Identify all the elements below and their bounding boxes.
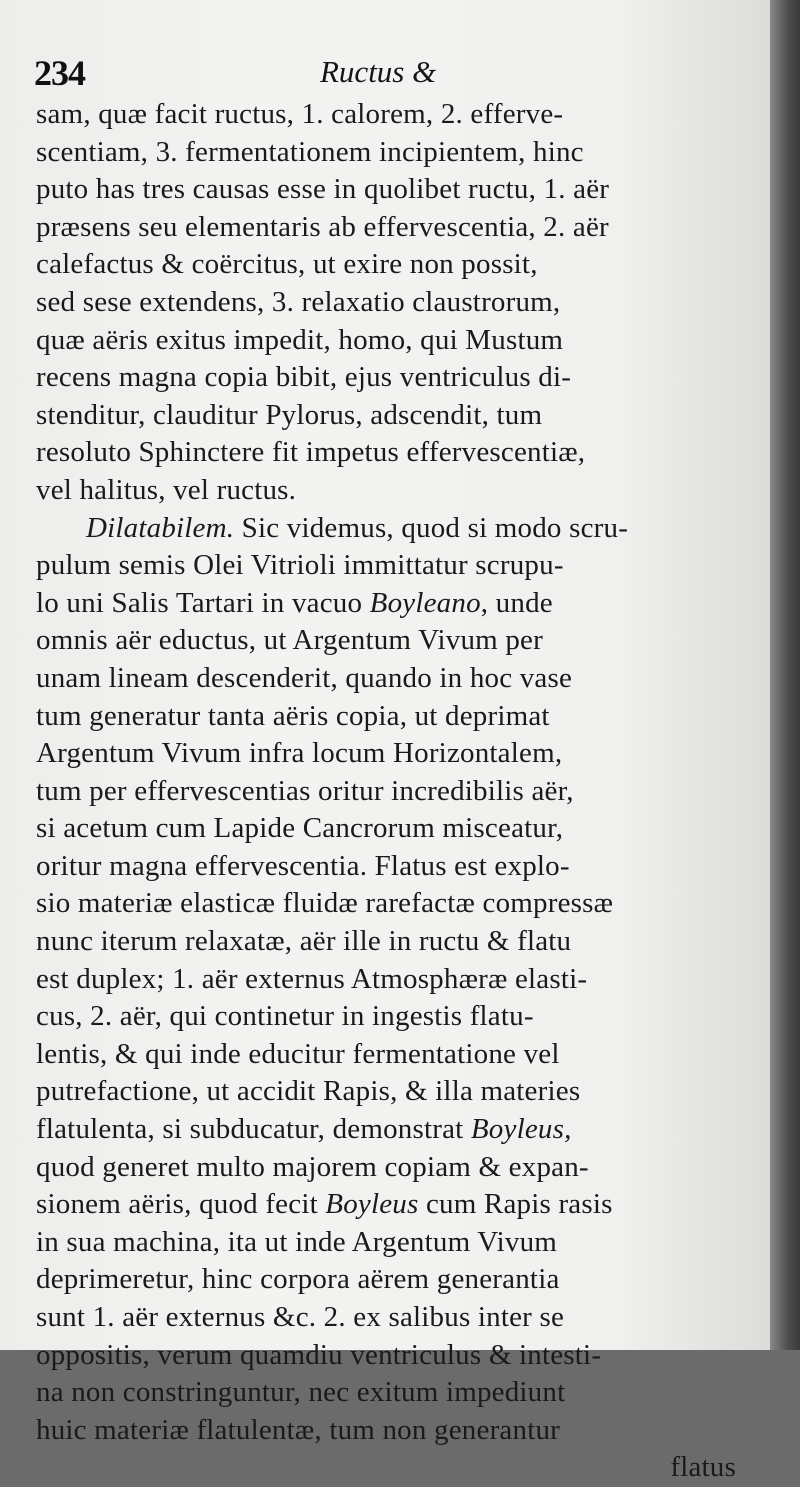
text-line: oritur magna effervescentia. Flatus est explo- [36, 849, 570, 882]
text-line: unam lineam descenderit, quando in hoc vase [36, 661, 573, 694]
text-line: præsens seu elementaris ab effervescentia, 2. aër [36, 210, 609, 243]
text-line: quod generet multo majorem copiam & expan- [36, 1150, 589, 1183]
text-line: omnis aër eductus, ut Argentum Vivum per [36, 624, 543, 657]
text-fragment: , unde [480, 586, 553, 619]
italic-term: Boyleus [325, 1188, 419, 1221]
text-line: sed sese extendens, 3. relaxatio claustrorum, [36, 285, 561, 318]
text-line: in sua machina, ita ut inde Argentum Vivum [36, 1225, 558, 1258]
text-line [36, 510, 770, 548]
text-line: putrefactione, ut accidit Rapis, & illa materies [36, 1075, 581, 1108]
text-line: huic materiæ flatulentæ, tum non generantur [36, 1413, 561, 1446]
text-line: scentiam, 3. fermentationem incipientem, hinc [36, 135, 584, 168]
text-line: sunt 1. aër externus &c. 2. ex salibus inter se [36, 1301, 565, 1333]
italic-term: Dilatabilem. [86, 511, 235, 544]
text-line: tum per effervescentias oritur incredibilis aër, [36, 774, 574, 807]
text-line: sio materiæ elasticæ fluidæ rarefactæ compressæ [36, 887, 614, 920]
text-line: stenditur, clauditur Pylorus, adscendit, tum [36, 398, 543, 431]
text-line: resoluto Sphinctere fit impetus effervescentiæ, [36, 436, 586, 469]
text-line [36, 1186, 770, 1224]
page-shadow-edge [770, 0, 800, 1350]
text-line [36, 585, 770, 623]
text-line: oppositis, verum quamdiu ventriculus & intesti- [36, 1338, 602, 1371]
italic-term: Boyleano [369, 586, 481, 619]
catchword: flatus [670, 1451, 736, 1484]
text-line [36, 1111, 770, 1149]
text-fragment: cum Rapis rasis [425, 1188, 613, 1221]
body-text [36, 96, 770, 1487]
text-line: calefactus & coërcitus, ut exire non possit, [36, 248, 538, 281]
text-fragment: Sic videmus, quod si modo scru- [241, 511, 629, 544]
text-line: lentis, & qui inde educitur fermentatione vel [36, 1037, 560, 1070]
text-line: nunc iterum relaxatæ, aër ille in ructu & flatu [36, 925, 572, 958]
page-number: 234 [34, 53, 85, 93]
text-line: cus, 2. aër, qui continetur in ingestis flatu- [36, 1000, 534, 1033]
italic-term: Boyleus, [470, 1113, 572, 1146]
page-header [30, 52, 750, 98]
text-line: vel halitus, vel ructus. [36, 473, 297, 506]
running-head: Ructus & [320, 54, 437, 89]
text-line: si acetum cum Lapide Cancrorum misceatur, [36, 812, 564, 845]
text-line: recens magna copia bibit, ejus ventriculus di- [36, 361, 572, 394]
text-line: Argentum Vivum infra locum Horizontalem, [36, 737, 563, 770]
text-fragment: flatulenta, si subducatur, demonstrat [36, 1113, 464, 1146]
text-fragment: lo uni Salis Tartari in vacuo [36, 586, 363, 619]
text-line: quæ aëris exitus impedit, homo, qui Mustum [36, 323, 564, 356]
text-line: est duplex; 1. aër externus Atmosphæræ elasti- [36, 962, 588, 995]
text-line: na non constringuntur, nec exitum impediunt [36, 1376, 566, 1409]
text-line: deprimeretur, hinc corpora aërem generantia [36, 1263, 560, 1296]
text-fragment: sionem aëris, quod fecit [36, 1188, 318, 1221]
text-line: puto has tres causas esse in quolibet ructu, 1. aër [36, 173, 610, 206]
text-line: sam, quæ facit ructus, 1. calorem, 2. efferve- [36, 98, 564, 130]
text-line: pulum semis Olei Vitrioli immittatur scrupu- [36, 549, 564, 582]
text-line: tum generatur tanta aëris copia, ut deprimat [36, 699, 550, 732]
